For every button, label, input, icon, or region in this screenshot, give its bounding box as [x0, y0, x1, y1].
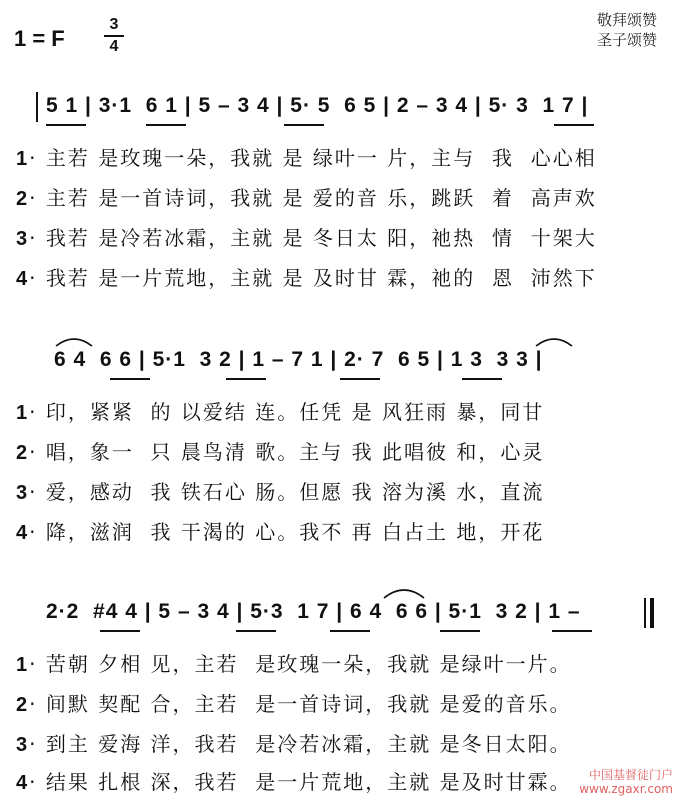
time-signature-bottom: 4: [109, 38, 119, 55]
system-1-verse-3: 3· 我若 是冷若冰霜，主就 是 冬日太 阳，祂热 情 十架大: [16, 226, 597, 250]
system-3-verse-1: 1· 苦朝 夕相 见，主若 是玫瑰一朵，我就 是绿叶一片。: [16, 652, 572, 676]
verse-number: 3: [16, 228, 30, 250]
verse-number: 4: [16, 772, 30, 794]
lyric-line: 间默 契配 合，主若 是一首诗词，我就 是爱的音乐。: [45, 692, 572, 716]
system-1-beam: [146, 124, 186, 126]
lyric-line: 苦朝 夕相 见，主若 是玫瑰一朵，我就 是绿叶一片。: [45, 652, 572, 676]
system-3-beam: [100, 630, 140, 632]
watermark: [579, 768, 673, 796]
system-3-beam: [552, 630, 592, 632]
verse-number: 2: [16, 442, 30, 464]
lyric-line: 我若 是一片荒地，主就 是 及时甘 霖，祂的 恩 沛然下: [45, 266, 597, 290]
verse-number: 1: [16, 402, 30, 424]
system-2-beam: [462, 378, 502, 380]
verse-number: 2: [16, 694, 30, 716]
system-2-notes: 6 4 6 6 | 5·1 3 2 | 1 – 7 1 | 2· 7 6 5 | 1 3 3 3 |: [54, 348, 543, 371]
verse-number: 3: [16, 734, 30, 756]
system-1-beam: [554, 124, 594, 126]
system-2-beam: [340, 378, 380, 380]
time-signature-bar: [104, 35, 124, 37]
lyric-line: 结果 扎根 深，我若 是一片荒地，主就 是及时甘霖。: [45, 770, 572, 794]
system-3-beam: [440, 630, 480, 632]
system-2-verse-4: 4· 降，滋润 我 干渴的 心。我不 再 白占土 地，开花: [16, 520, 545, 544]
system-2-verse-1: 1· 印，紧紧 的 以爱结 连。任凭 是 风狂雨 暴，同甘: [16, 400, 545, 424]
system-1-verse-2: 2· 主若 是一首诗词，我就 是 爱的音 乐，跳跃 着 高声欢: [16, 186, 597, 210]
verse-number: 4: [16, 522, 30, 544]
system-2-beam: [226, 378, 266, 380]
verse-number: 2: [16, 188, 30, 210]
system-3-notes: 2·2 #4 4 | 5 – 3 4 | 5·3 1 7 | 6 4 6 6 | 5·1 3 2 | 1 –: [46, 600, 581, 623]
time-signature: [104, 16, 124, 56]
system-1-start-barline: [36, 92, 38, 122]
system-1-verse-4: 4· 我若 是一片荒地，主就 是 及时甘 霖，祂的 恩 沛然下: [16, 266, 597, 290]
system-2-verse-2: 2· 唱，象一 只 晨鸟清 歌。主与 我 此唱彼 和，心灵: [16, 440, 545, 464]
lyric-line: 到主 爱海 洋，我若 是冷若冰霜，主就 是冬日太阳。: [45, 732, 572, 756]
system-3-verse-4: 4· 结果 扎根 深，我若 是一片荒地，主就 是及时甘霖。: [16, 770, 572, 794]
system-2-slur: [54, 334, 94, 348]
system-3-slur: [382, 584, 426, 600]
lyric-line: 主若 是玫瑰一朵，我就 是 绿叶一 片，主与 我 心心相: [45, 146, 597, 170]
system-1-verse-1: 1· 主若 是玫瑰一朵，我就 是 绿叶一 片，主与 我 心心相: [16, 146, 597, 170]
time-signature-top: 3: [109, 16, 119, 33]
lyric-line: 我若 是冷若冰霜，主就 是 冬日太 阳，祂热 情 十架大: [45, 226, 597, 250]
system-3-beam: [330, 630, 370, 632]
system-2-slur: [534, 334, 574, 348]
category-line-2: 圣子颂赞: [596, 31, 657, 49]
final-barline-thin: [644, 598, 646, 628]
lyric-line: 唱，象一 只 晨鸟清 歌。主与 我 此唱彼 和，心灵: [45, 440, 545, 464]
song-category: [597, 10, 657, 50]
verse-number: 3: [16, 482, 30, 504]
verse-number: 1: [16, 654, 30, 676]
watermark-line-2: www.zgaxr.com: [579, 782, 673, 796]
lyric-line: 主若 是一首诗词，我就 是 爱的音 乐，跳跃 着 高声欢: [45, 186, 597, 210]
system-3-verse-2: 2· 间默 契配 合，主若 是一首诗词，我就 是爱的音乐。: [16, 692, 572, 716]
key-signature: 1 = F: [14, 26, 65, 51]
system-1-beam: [46, 124, 86, 126]
system-1-notes: 5 1 | 3·1 6 1 | 5 – 3 4 | 5· 5 6 5 | 2 – 3 4 | 5· 3 1 7 |: [46, 94, 589, 117]
system-2-beam: [110, 378, 150, 380]
final-barline: [650, 598, 654, 628]
verse-number: 4: [16, 268, 30, 290]
lyric-line: 印，紧紧 的 以爱结 连。任凭 是 风狂雨 暴，同甘: [45, 400, 545, 424]
system-2-verse-3: 3· 爱，感动 我 铁石心 肠。但愿 我 溶为溪 水，直流: [16, 480, 545, 504]
lyric-line: 爱，感动 我 铁石心 肠。但愿 我 溶为溪 水，直流: [45, 480, 545, 504]
category-line-1: 敬拜颂赞: [596, 11, 657, 29]
system-3-beam: [236, 630, 276, 632]
verse-number: 1: [16, 148, 30, 170]
watermark-line-1: 中国基督徒门户: [588, 768, 673, 782]
lyric-line: 降，滋润 我 干渴的 心。我不 再 白占土 地，开花: [45, 520, 545, 544]
system-3-verse-3: 3· 到主 爱海 洋，我若 是冷若冰霜，主就 是冬日太阳。: [16, 732, 572, 756]
system-1-beam: [284, 124, 324, 126]
